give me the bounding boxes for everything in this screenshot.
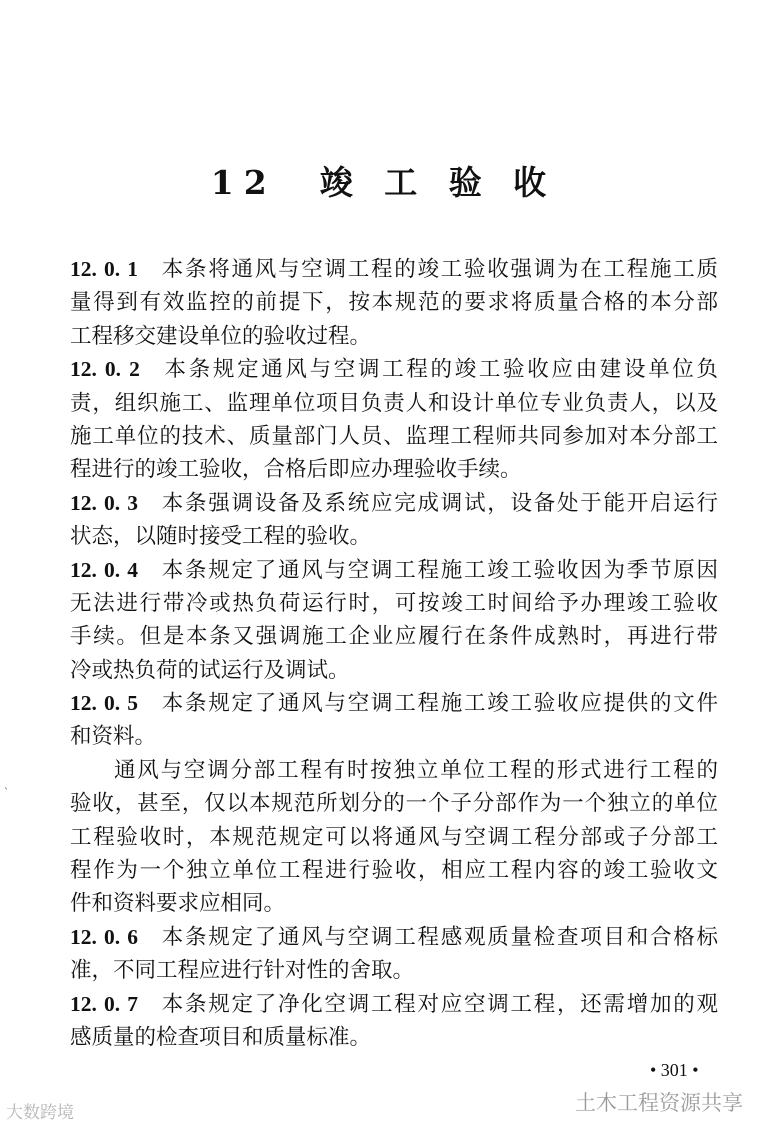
- line-text: 责，组织施工、监理单位项目负责人和设计单位专业负责人，以及: [70, 390, 718, 416]
- text-line: [70, 453, 718, 486]
- clause-line: [70, 353, 718, 386]
- line-text: 无法进行带冷或热负荷运行时，可按竣工时间给予办理竣工验收: [70, 590, 718, 616]
- line-text: 本条规定了通风与空调工程感观质量检查项目和合格标: [160, 924, 718, 950]
- line-text: 冷或热负荷的试运行及调试。: [70, 657, 350, 683]
- text-line: [70, 954, 718, 987]
- clause-number: 12. 0. 1: [70, 257, 138, 281]
- text-line: [70, 587, 718, 620]
- line-text: 工程移交建设单位的验收过程。: [70, 323, 372, 349]
- clause-line: [70, 487, 718, 520]
- clause-line: [70, 253, 718, 286]
- text-line: [70, 821, 718, 854]
- line-text: 和资料。: [70, 724, 157, 750]
- line-text: 本条规定了通风与空调工程施工竣工验收因为季节原因: [160, 557, 718, 583]
- line-text: 本条将通风与空调工程的竣工验收强调为在工程施工质: [160, 257, 718, 282]
- line-text: 状态，以随时接受工程的验收。: [70, 524, 372, 550]
- text-line: [70, 387, 718, 420]
- clause-number: 12. 0. 7: [70, 991, 138, 1016]
- clause-number: 12. 0. 4: [70, 557, 138, 582]
- text-line: [70, 1021, 718, 1054]
- text-line: [70, 286, 718, 319]
- clause-number: 12. 0. 3: [70, 490, 138, 515]
- text-line: [70, 620, 718, 653]
- clause-number: 12. 0. 5: [70, 691, 138, 716]
- text-line: [70, 420, 718, 453]
- line-text: 施工单位的技术、质量部门人员、监理工程师共同参加对本分部工: [70, 423, 718, 449]
- chapter-title: 12 竣 工 验 收: [210, 163, 557, 202]
- line-text: 本条规定了通风与空调工程施工竣工验收应提供的文件: [160, 691, 718, 717]
- line-text: 本条规定了净化空调工程对应空调工程，还需增加的观: [160, 991, 718, 1017]
- line-text: 程作为一个独立单位工程进行验收，相应工程内容的竣工验收文: [70, 858, 718, 884]
- text-line: [70, 854, 718, 887]
- page-number: • 301 •: [650, 1060, 699, 1080]
- text-line: [70, 654, 718, 687]
- clause-line: [70, 921, 718, 954]
- clause-line: [70, 554, 718, 587]
- line-text: 验收，甚至，仅以本规范所划分的一个子分部作为一个独立的单位: [70, 791, 718, 817]
- text-line: [70, 720, 718, 753]
- body-text: [70, 253, 718, 1054]
- line-text: 件和资料要求应相同。: [70, 891, 286, 917]
- line-text: 准，不同工程应进行针对性的舍取。: [70, 958, 415, 984]
- text-line: [70, 520, 718, 553]
- clause-number: 12. 0. 2: [70, 357, 140, 382]
- line-text: 通风与空调分部工程有时按独立单位工程的形式进行工程的: [114, 757, 718, 783]
- line-text: 程进行的竣工验收，合格后即应办理验收手续。: [70, 457, 522, 483]
- line-text: 感质量的检查项目和质量标准。: [70, 1024, 372, 1050]
- line-text: 量得到有效监控的前提下，按本规范的要求将质量合格的本分部: [70, 290, 718, 316]
- line-text: 本条规定通风与空调工程的竣工验收应由建设单位负: [161, 357, 718, 383]
- watermark-logo-text: 大数跨境: [6, 1103, 74, 1123]
- clause-number: 12. 0. 6: [70, 924, 138, 949]
- text-line: [70, 754, 718, 787]
- line-text: 工程验收时，本规范规定可以将通风与空调工程分部或子分部工: [70, 824, 718, 850]
- text-line: [70, 787, 718, 820]
- margin-mark: ˋ: [4, 788, 9, 799]
- text-line: [70, 887, 718, 920]
- clause-line: [70, 988, 718, 1021]
- line-text: 本条强调设备及系统应完成调试，设备处于能开启运行: [160, 490, 718, 516]
- text-line: [70, 320, 718, 353]
- line-text: 手续。但是本条又强调施工企业应履行在条件成熟时，再进行带: [70, 624, 718, 650]
- watermark-text: 土木工程资源共享: [575, 1091, 743, 1115]
- clause-line: [70, 687, 718, 720]
